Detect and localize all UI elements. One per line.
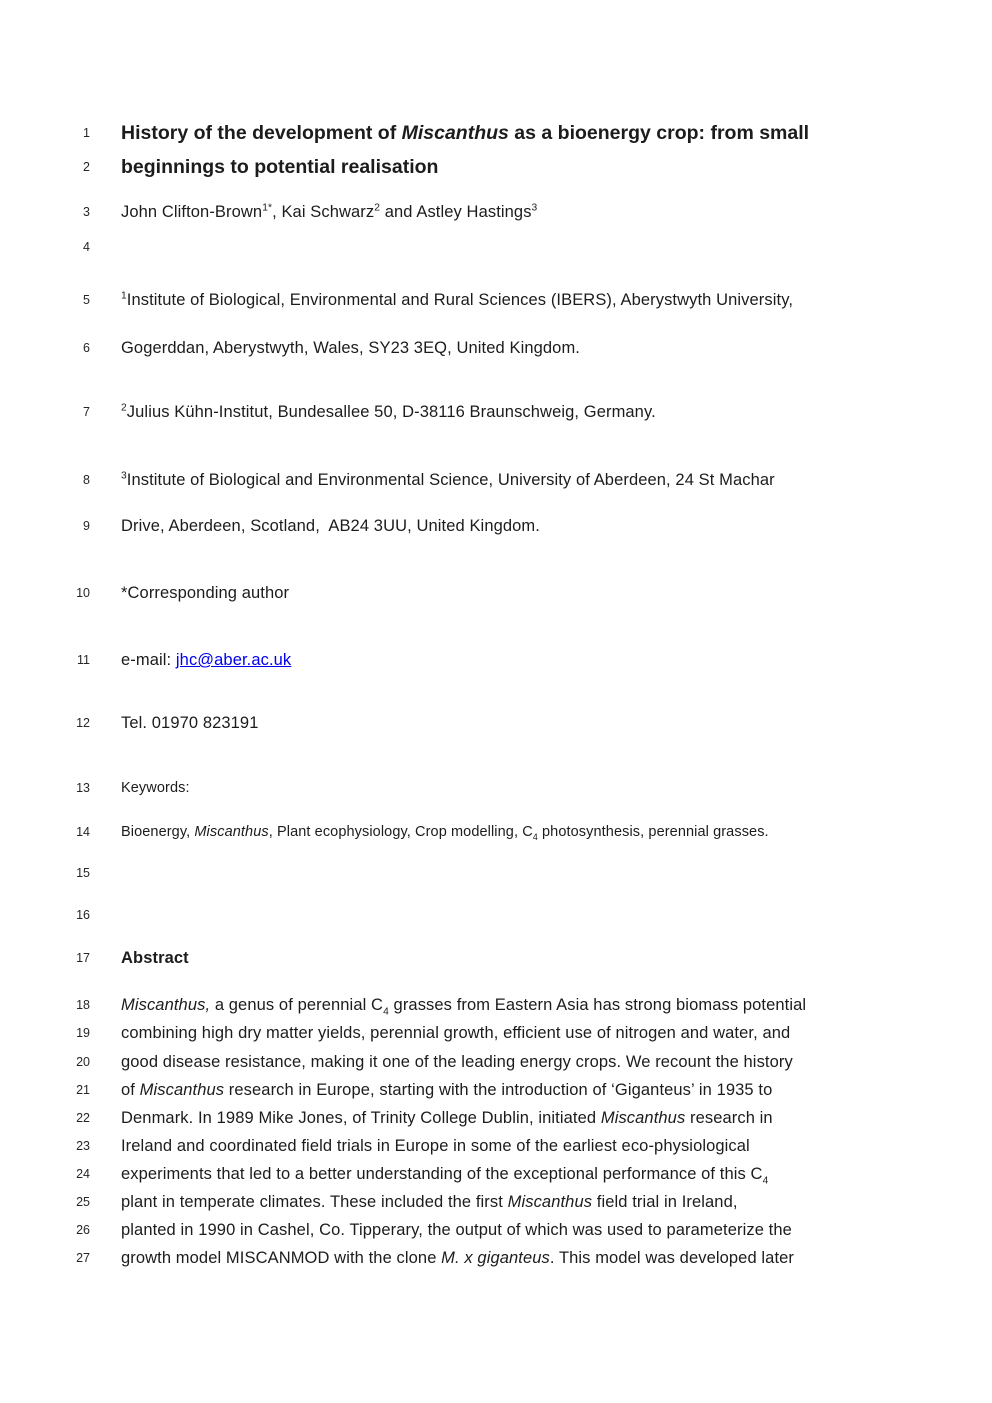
- line-number: 2: [83, 160, 90, 174]
- line-text: [121, 1050, 964, 1074]
- line-number: 22: [76, 1111, 90, 1125]
- text-segment: growth model MISCANMOD with the clone: [121, 1249, 442, 1267]
- text-segment: Denmark. In 1989 Mike Jones, of Trinity College Dublin, initiated: [121, 1109, 601, 1127]
- line-number: 13: [76, 781, 90, 795]
- line-number: 18: [76, 998, 90, 1012]
- manuscript-line: [0, 120, 992, 147]
- line-text: [121, 1190, 964, 1214]
- line-text: [121, 336, 964, 360]
- manuscript-line: [0, 336, 992, 360]
- text-segment: Miscanthus: [139, 1081, 225, 1099]
- line-number: 10: [76, 586, 90, 600]
- line-number: 14: [76, 825, 90, 839]
- line-number: 3: [83, 205, 90, 219]
- text-segment: research in: [685, 1109, 773, 1127]
- manuscript-line: [0, 288, 992, 312]
- manuscript-line: [0, 993, 992, 1017]
- text-segment: 4: [532, 831, 538, 842]
- manuscript-line: [0, 648, 992, 672]
- line-text: [121, 200, 964, 224]
- line-number: 6: [83, 341, 90, 355]
- manuscript-line: [0, 1050, 992, 1074]
- text-segment: field trial in Ireland,: [592, 1193, 738, 1211]
- line-number: 26: [76, 1223, 90, 1237]
- line-text: [121, 820, 964, 844]
- text-segment: M. x giganteus: [441, 1249, 550, 1267]
- line-number: 19: [76, 1026, 90, 1040]
- manuscript-line: [0, 776, 992, 800]
- text-segment: 1*: [262, 202, 273, 214]
- line-number: 20: [76, 1055, 90, 1069]
- text-segment: research in Europe, starting with the introduction of ‘Giganteus’ in 1935 to: [224, 1081, 773, 1099]
- line-text: [121, 1218, 964, 1242]
- text-segment: Tel. 01970 823191: [121, 714, 259, 732]
- text-segment: Keywords:: [121, 780, 190, 796]
- text-segment: Bioenergy,: [121, 824, 195, 840]
- line-number: 23: [76, 1139, 90, 1153]
- line-number: 21: [76, 1083, 90, 1097]
- manuscript-line: [0, 1134, 992, 1158]
- line-number: 17: [76, 951, 90, 965]
- line-text: [121, 648, 964, 672]
- line-text: [121, 776, 964, 800]
- text-segment: plant in temperate climates. These included the first: [121, 1193, 508, 1211]
- line-number: 5: [83, 293, 90, 307]
- line-number: 16: [76, 908, 90, 922]
- line-number: 12: [76, 716, 90, 730]
- manuscript-line: [0, 154, 992, 181]
- text-segment: combining high dry matter yields, perennial growth, efficient use of nitrogen and water, and: [121, 1024, 791, 1042]
- line-number: 8: [83, 473, 90, 487]
- text-segment: History of the development of: [121, 122, 402, 144]
- manuscript-line: [0, 1078, 992, 1102]
- text-segment: Miscanthus: [600, 1109, 686, 1127]
- text-segment: 2: [374, 202, 381, 214]
- text-segment: experiments that led to a better understanding of the exceptional performance of this C: [121, 1165, 763, 1183]
- text-segment: 2: [121, 402, 127, 414]
- text-segment: 3: [121, 470, 127, 482]
- text-segment: Institute of Biological, Environmental and Rural Sciences (IBERS), Aberystwyth University,: [126, 291, 794, 309]
- manuscript-line: [0, 1162, 992, 1186]
- line-text: [121, 1246, 964, 1270]
- text-segment: Gogerddan, Aberystwyth, Wales, SY23 3EQ, United Kingdom.: [121, 339, 580, 357]
- line-number: 27: [76, 1251, 90, 1265]
- manuscript-line: [0, 514, 992, 538]
- text-segment: Miscanthus: [401, 122, 509, 144]
- text-segment: and Astley Hastings: [380, 203, 532, 221]
- line-text: [121, 1078, 964, 1102]
- text-segment: Julius Kühn-Institut, Bundesallee 50, D-38116 Braunschweig, Germany.: [126, 403, 656, 421]
- manuscript-line: [0, 946, 992, 970]
- line-number: 11: [77, 653, 90, 667]
- manuscript-line: [0, 1218, 992, 1242]
- text-segment: . This model was developed later: [549, 1249, 794, 1267]
- line-text: [121, 711, 964, 735]
- line-number: 24: [76, 1167, 90, 1181]
- text-segment: *Corresponding author: [121, 584, 290, 602]
- line-number: 7: [83, 405, 90, 419]
- text-segment: a genus of perennial C: [210, 996, 384, 1014]
- text-segment: , Plant ecophysiology, Crop modelling, C: [268, 824, 533, 840]
- manuscript-line: [0, 400, 992, 424]
- line-text: [121, 1134, 964, 1158]
- manuscript-line: [0, 820, 992, 844]
- line-text: [121, 514, 964, 538]
- line-number: 9: [83, 519, 90, 533]
- manuscript-line: [0, 581, 992, 605]
- text-segment: of: [121, 1081, 140, 1099]
- line-number: 1: [83, 126, 90, 140]
- line-text: [121, 120, 964, 147]
- text-segment: beginnings to potential realisation: [121, 156, 439, 178]
- text-segment: Abstract: [121, 949, 189, 967]
- line-number: 4: [83, 240, 90, 254]
- text-segment: good disease resistance, making it one of the leading energy crops. We recount the history: [121, 1053, 793, 1071]
- text-segment: 4: [383, 1006, 389, 1018]
- text-segment: Institute of Biological and Environmental Science, University of Aberdeen, 24 St Machar: [126, 471, 775, 489]
- text-segment: photosynthesis, perennial grasses.: [537, 824, 769, 840]
- line-number: 15: [76, 866, 90, 880]
- text-segment: Miscanthus: [194, 824, 269, 840]
- line-text: [121, 288, 964, 312]
- text-segment: grasses from Eastern Asia has strong biomass potential: [388, 996, 807, 1014]
- manuscript-line: [0, 1021, 992, 1045]
- manuscript-line: [0, 711, 992, 735]
- line-text: [121, 946, 964, 970]
- text-segment: e-mail:: [121, 651, 176, 669]
- text-segment: John Clifton-Brown: [121, 203, 263, 221]
- email-link[interactable]: jhc@aber.ac.uk: [175, 651, 292, 669]
- line-text: [121, 400, 964, 424]
- text-segment: , Kai Schwarz: [272, 203, 375, 221]
- text-segment: 4: [762, 1175, 769, 1187]
- text-segment: Miscanthus: [507, 1193, 593, 1211]
- line-text: [121, 993, 964, 1017]
- text-segment: Ireland and coordinated field trials in Europe in some of the earliest eco-physiological: [121, 1137, 750, 1155]
- line-text: [121, 154, 964, 181]
- manuscript-line: [0, 1246, 992, 1270]
- text-segment: planted in 1990 in Cashel, Co. Tipperary, the output of which was used to parameterize the: [121, 1221, 792, 1239]
- line-text: [121, 468, 964, 492]
- line-text: [121, 581, 964, 605]
- line-number: 25: [76, 1195, 90, 1209]
- line-text: [121, 1106, 964, 1130]
- text-segment: as a bioenergy crop: from small: [508, 122, 810, 144]
- manuscript-line: [0, 1106, 992, 1130]
- manuscript-line: [0, 200, 992, 224]
- manuscript-line: [0, 468, 992, 492]
- line-text: [121, 1162, 964, 1186]
- manuscript-line: [0, 1190, 992, 1214]
- text-segment: 3: [531, 202, 538, 214]
- line-text: [121, 1021, 964, 1045]
- text-segment: Miscanthus,: [121, 996, 211, 1014]
- text-segment: Drive, Aberdeen, Scotland, AB24 3UU, United Kingdom.: [121, 517, 540, 535]
- text-segment: 1: [121, 290, 127, 302]
